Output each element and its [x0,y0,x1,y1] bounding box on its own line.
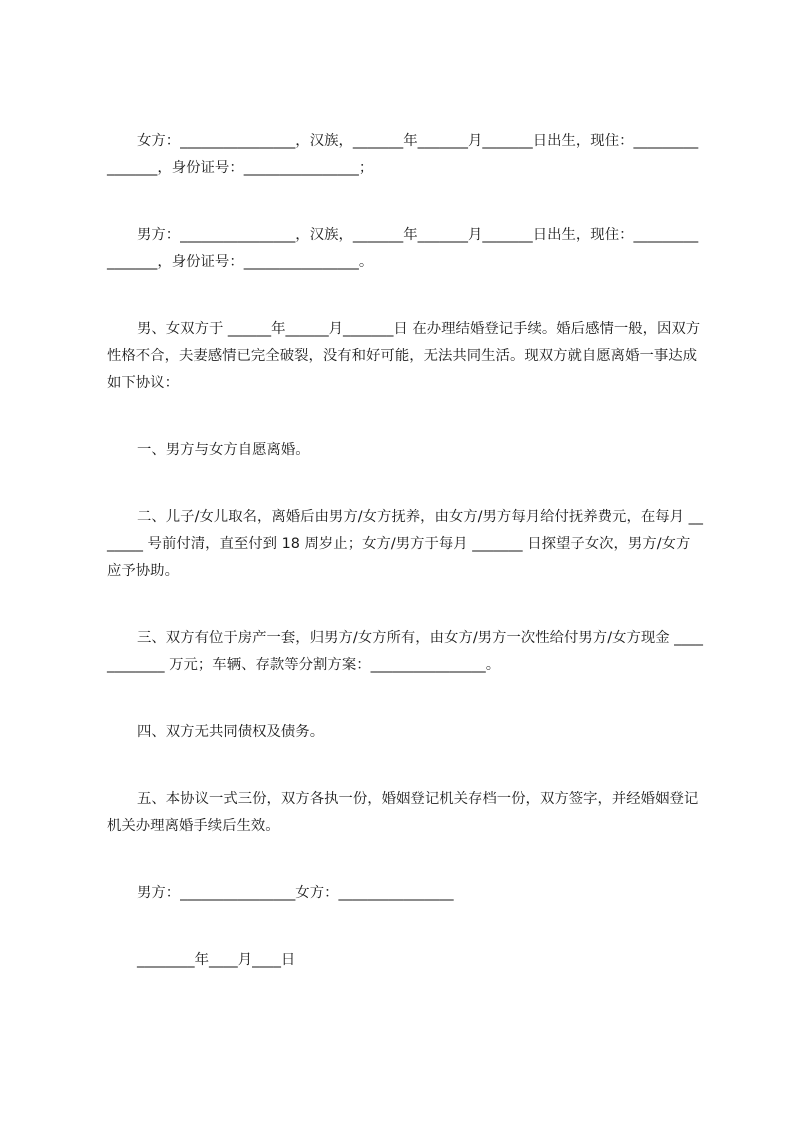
clause-5: 五、本协议一式三份，双方各执一份，婚姻登记机关存档一份，双方签字，并经婚姻登记机关办理离婚手续后生效。 [107,791,699,834]
signature-line: 男方：________________女方：________________ [137,885,454,901]
clause-4: 四、双方无共同债权及债务。 [137,724,325,740]
intro-paragraph: 男、女双方于 ______年______月_______日 在办理结婚登记手续。婚后感情一般，因双方性格不合，夫妻感情已完全破裂，没有和好可能，无法共同生活。现双方就自愿离婚一事达成如下协议： [107,321,701,391]
clause-3: 三、双方有位于房产一套，归男方/女方所有，由女方/男方一次性给付男方/女方现金 ____________ 万元；车辆、存款等分割方案：________________。 [107,630,703,673]
agreement-page [107,128,703,1014]
party-male-paragraph: 男方：________________，汉族，_______年_______月_______日出生，现住：________________，身份证号：________________。 [107,227,699,270]
party-female-paragraph: 女方：________________，汉族，_______年_______月_______日出生，现住：________________，身份证号：________________； [107,133,699,176]
date-line: ________年____月____日 [137,952,296,968]
clause-1: 一、男方与女方自愿离婚。 [137,442,310,458]
clause-2: 二、儿子/女儿取名，离婚后由男方/女方抚养，由女方/男方每月给付抚养费元，在每月 _______ 号前付清，直至付到 18 周岁止；女方/男方于每月 _______ 日探望子女次，男方/女方应予协助。 [107,509,703,579]
